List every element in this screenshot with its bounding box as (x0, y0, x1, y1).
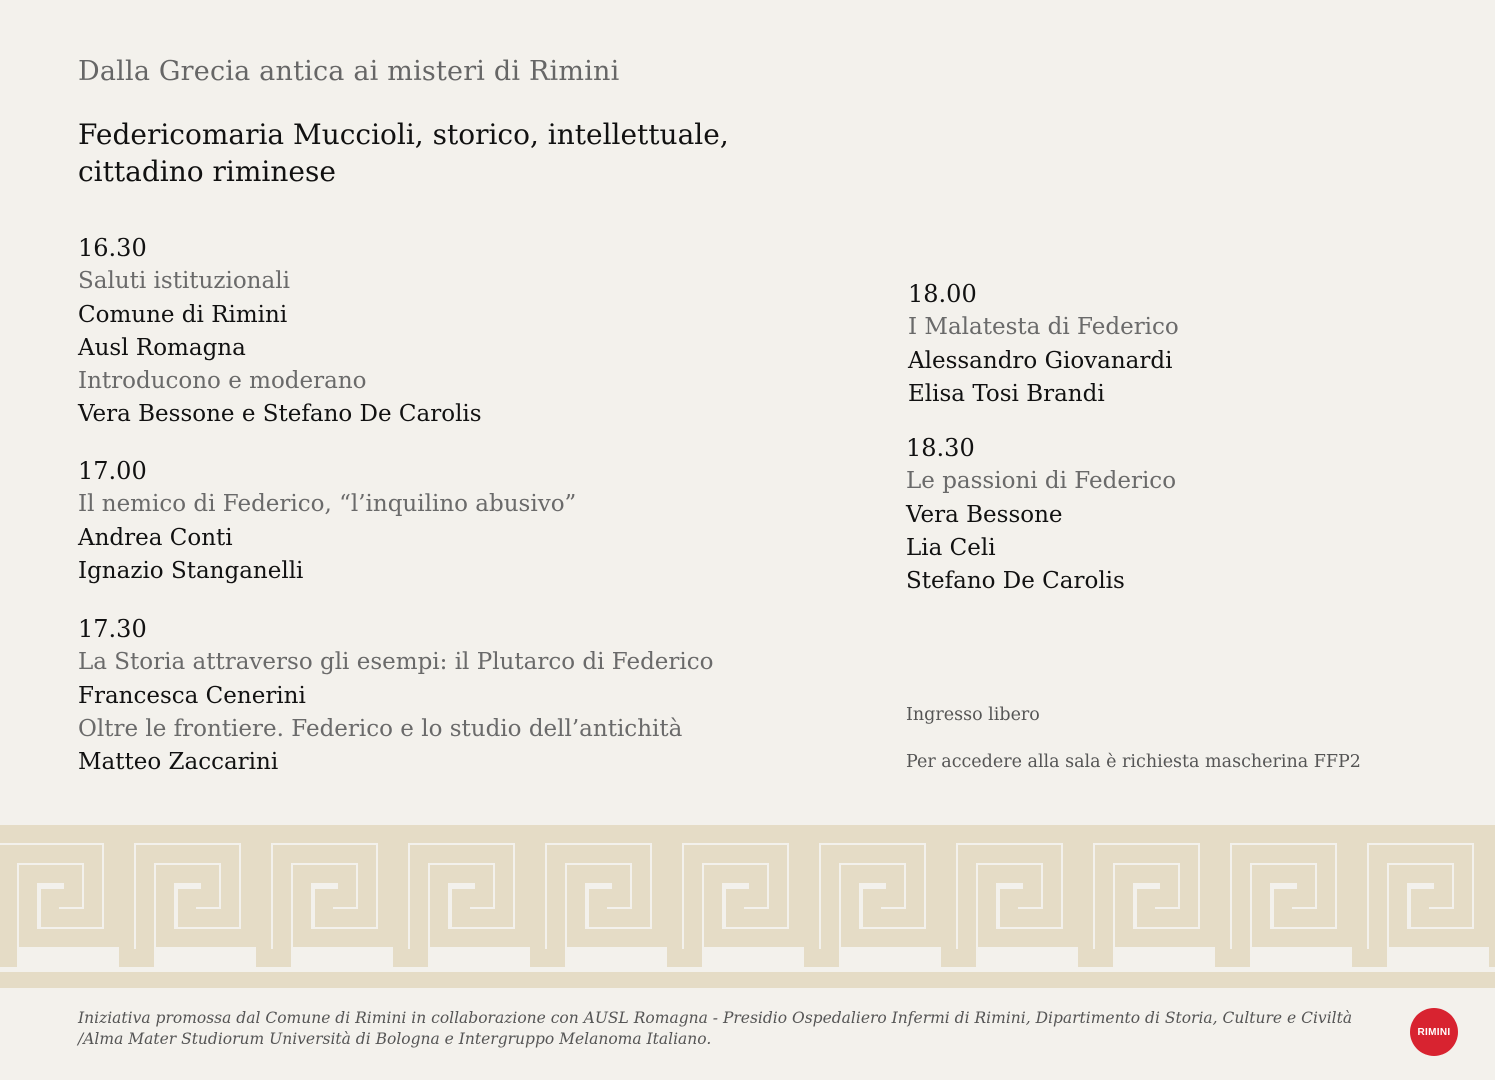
session-speaker: Andrea Conti (78, 524, 233, 551)
session-topic: Le passioni di Federico (906, 468, 1177, 495)
session-speaker: Francesca Cenerini (78, 682, 306, 709)
session-topic: I Malatesta di Federico (908, 314, 1179, 341)
session-time: 17.00 (78, 457, 147, 485)
event-title: Federicomaria Muccioli, storico, intellettuale, cittadino riminese (78, 118, 729, 188)
program-session-1630 (78, 232, 482, 432)
mask-note: Per accedere alla sala è richiesta mascherina FFP2 (906, 752, 1361, 772)
greek-key-band (0, 820, 1495, 992)
session-speaker: Vera Bessone e Stefano De Carolis (78, 401, 482, 428)
session-topic: Introducono e moderano (78, 368, 367, 395)
event-supertitle: Dalla Grecia antica ai misteri di Rimini (78, 56, 620, 87)
session-time: 18.30 (906, 434, 975, 462)
session-speaker: Lia Celi (906, 534, 996, 561)
program-session-1800 (908, 278, 1179, 411)
session-topic: Il nemico di Federico, “l’inquilino abusivo” (78, 491, 577, 518)
session-speaker: Ausl Romagna (78, 334, 246, 361)
session-speaker: Matteo Zaccarini (78, 749, 279, 776)
footer-credits: Iniziativa promossa dal Comune di Rimini in collaborazione con AUSL Romagna - Presidio Ospedaliero Infermi di Rimini, Dipartimento di Storia, Culture e Civiltà /Alma Mater Studiorum Università di Bologna e Intergruppo Melanoma Italiano. (78, 1009, 1353, 1048)
rimini-logo: RIMINI (1410, 1008, 1458, 1056)
session-speaker: Comune di Rimini (78, 301, 288, 328)
entry-note: Ingresso libero (906, 705, 1040, 725)
session-speaker: Elisa Tosi Brandi (908, 380, 1105, 407)
session-topic: Saluti istituzionali (78, 268, 290, 295)
session-topic: La Storia attraverso gli esempi: il Plutarco di Federico (78, 649, 714, 676)
session-topic: Oltre le frontiere. Federico e lo studio dell’antichità (78, 715, 683, 742)
session-time: 16.30 (78, 234, 147, 262)
session-time: 18.00 (908, 280, 977, 308)
session-speaker: Alessandro Giovanardi (908, 347, 1173, 374)
program-session-1700 (78, 455, 576, 588)
session-speaker: Ignazio Stanganelli (78, 557, 304, 584)
program-session-1830 (906, 432, 1176, 598)
session-speaker: Stefano De Carolis (906, 568, 1125, 595)
program-session-1730 (78, 613, 713, 779)
session-speaker: Vera Bessone (906, 501, 1063, 528)
session-time: 17.30 (78, 615, 147, 643)
